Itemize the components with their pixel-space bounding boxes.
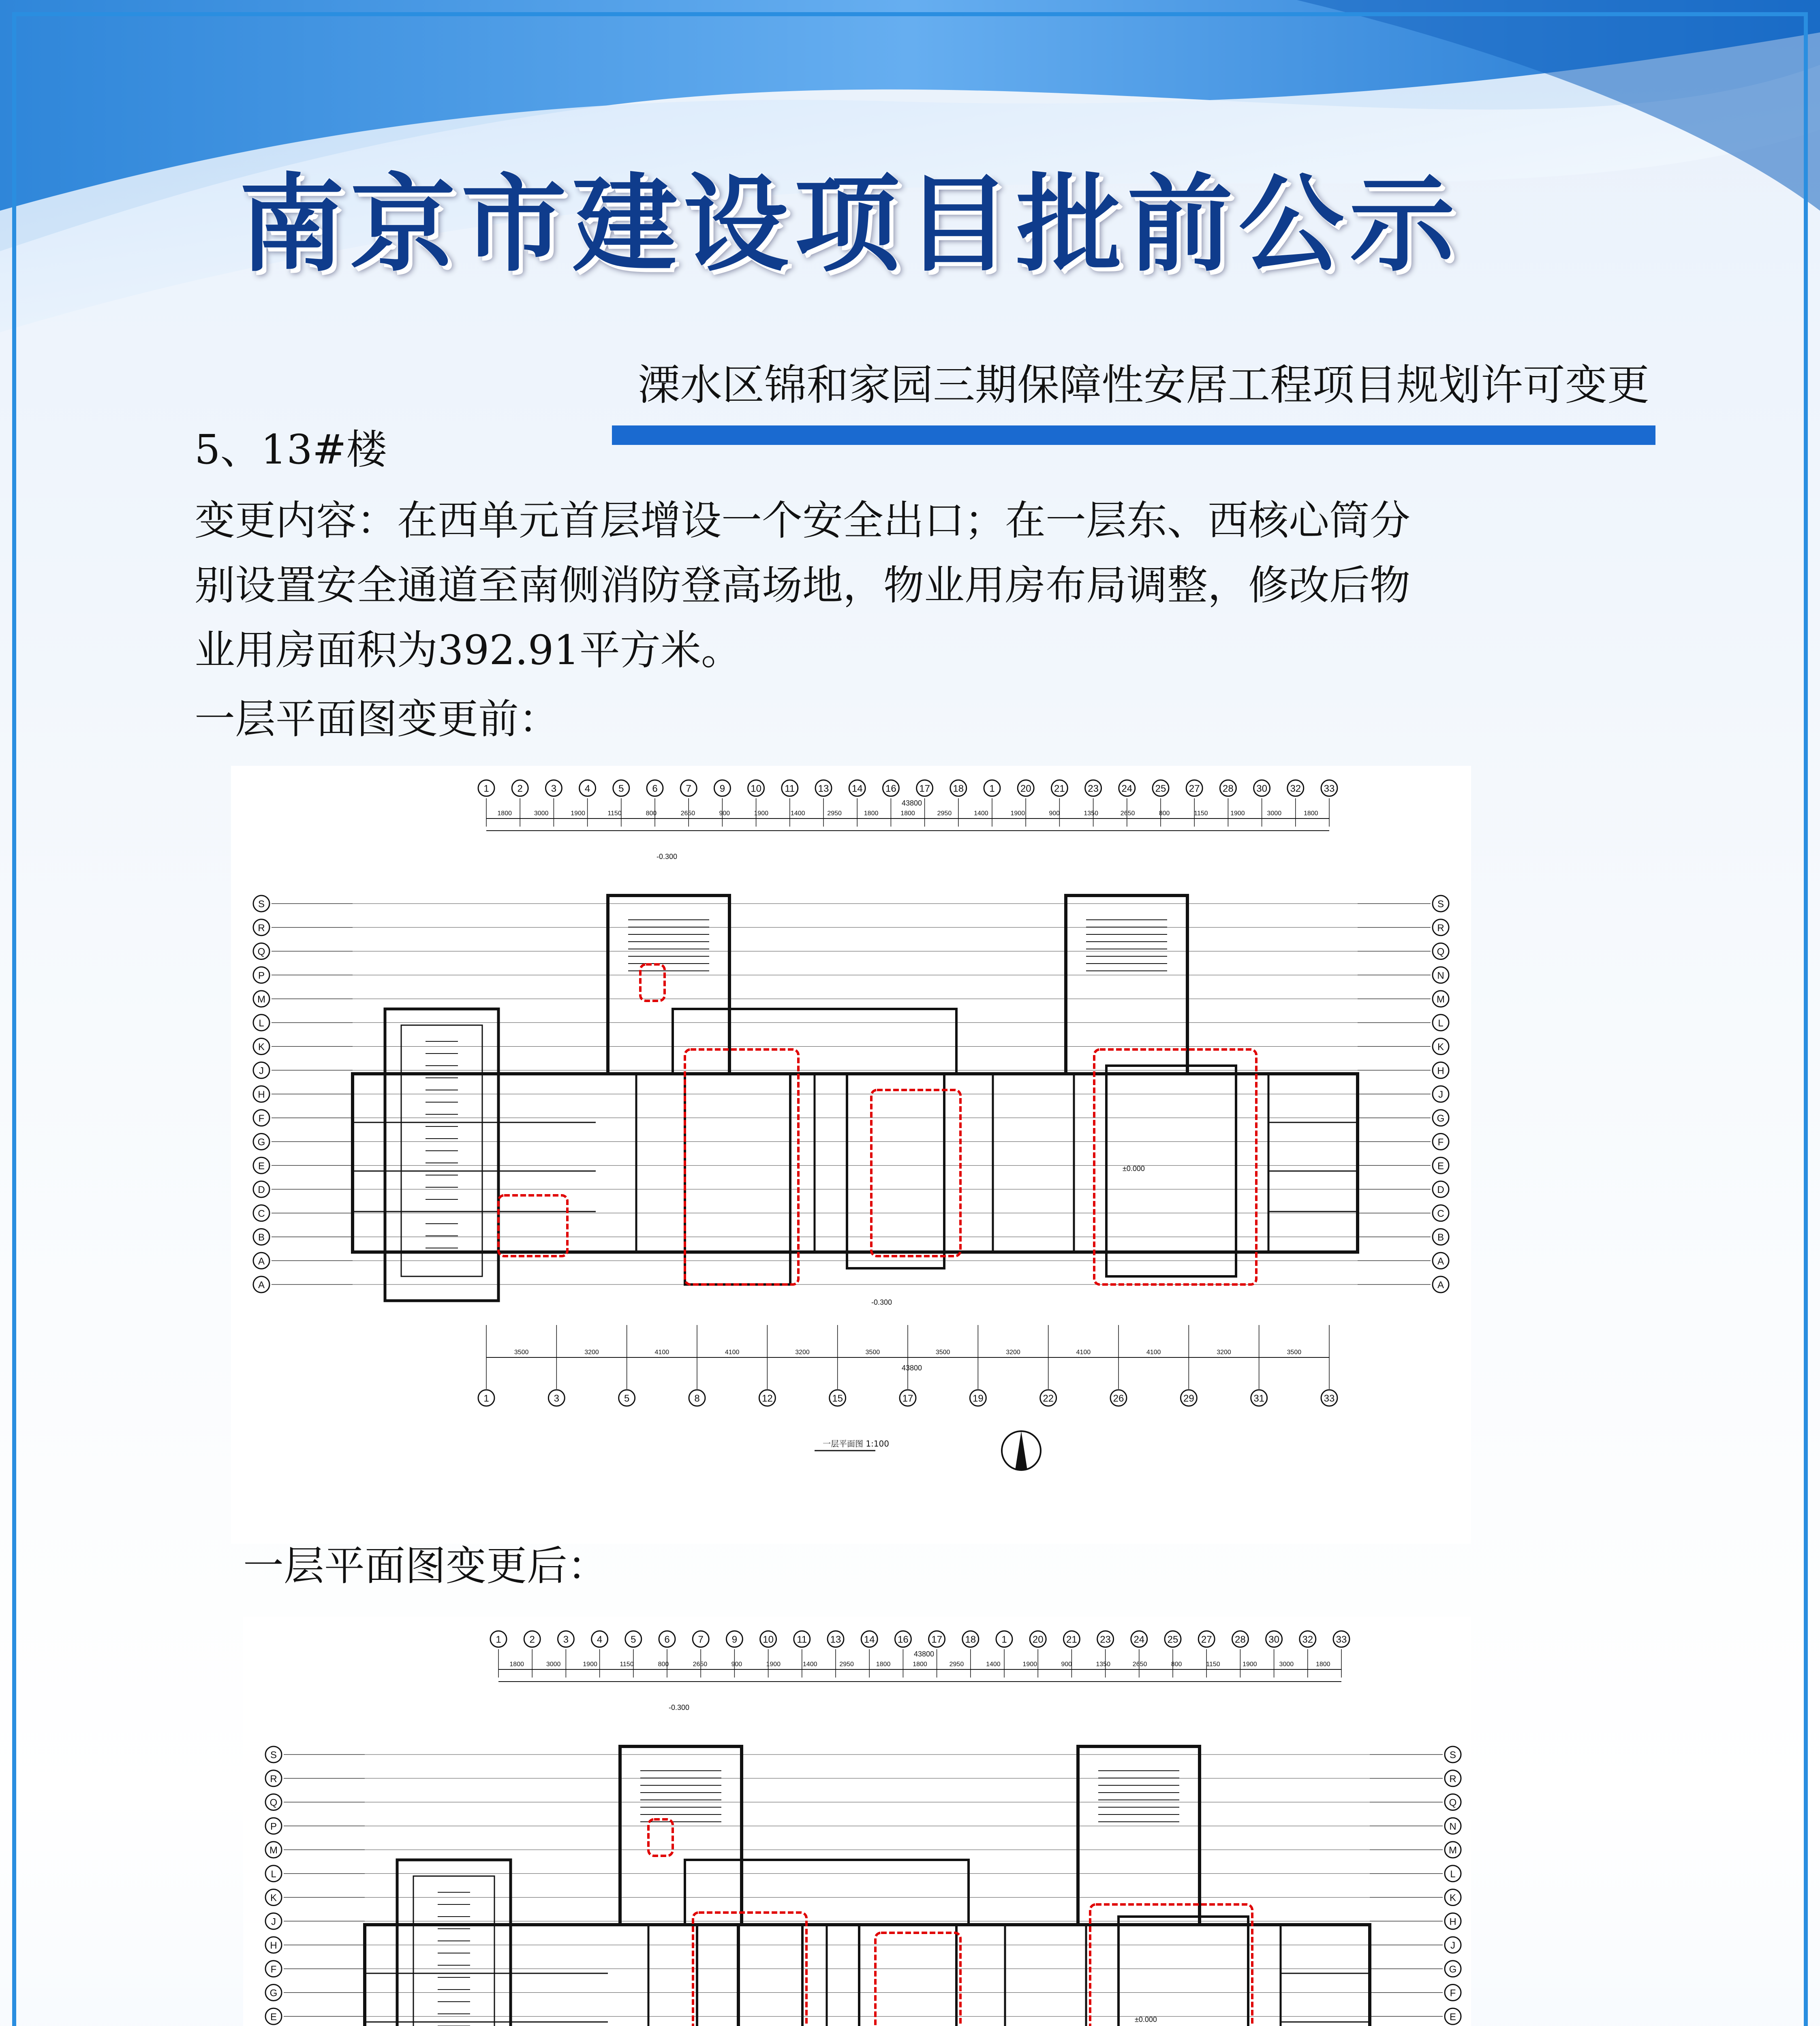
axis-bottom-2-label: 5 bbox=[624, 1393, 630, 1404]
axis-top-19-label: 24 bbox=[1121, 783, 1133, 794]
after-plan-label: 一层平面图变更后： bbox=[243, 1542, 608, 1590]
dim-top-4: 800 bbox=[646, 810, 657, 817]
dim-top-18: 800 bbox=[1159, 810, 1170, 817]
axis-top-13-label: 17 bbox=[931, 1634, 942, 1645]
axis-right-8-label: J bbox=[1450, 1940, 1455, 1951]
dim-bottom-9: 4100 bbox=[1146, 1349, 1161, 1356]
axis-top-25-label: 33 bbox=[1324, 783, 1335, 794]
axis-top-17-label: 21 bbox=[1066, 1634, 1077, 1645]
axis-left-1-label: R bbox=[270, 1773, 277, 1785]
axis-top-8-label: 10 bbox=[751, 783, 761, 794]
dim-bottom-11: 3500 bbox=[1287, 1349, 1302, 1356]
dim-top-1: 3000 bbox=[546, 1661, 561, 1668]
dim-top-15: 900 bbox=[1049, 810, 1060, 817]
red-highlight-exit bbox=[498, 1195, 567, 1256]
axis-top-17-label: 21 bbox=[1054, 783, 1065, 794]
page-title: 南京市建设项目批前公示 bbox=[239, 164, 1461, 286]
axis-top-2-label: 3 bbox=[551, 783, 557, 794]
dim-top-6: 900 bbox=[731, 1661, 742, 1668]
axis-top-0-label: 1 bbox=[483, 783, 489, 794]
axis-top-24-label: 32 bbox=[1290, 783, 1301, 794]
dim-bottom-4: 3200 bbox=[795, 1349, 810, 1356]
axis-left-8-label: H bbox=[270, 1940, 277, 1951]
dim-top-1: 3000 bbox=[534, 810, 549, 817]
axis-top-23-label: 30 bbox=[1256, 783, 1267, 794]
red-highlight-west-passage bbox=[693, 1913, 806, 2026]
axis-bottom-6-label: 17 bbox=[902, 1393, 913, 1404]
red-highlight-central bbox=[875, 1933, 960, 2026]
axis-right-1-label: R bbox=[1449, 1773, 1456, 1785]
axis-top-5-label: 6 bbox=[652, 783, 658, 794]
axis-top-22-label: 28 bbox=[1223, 783, 1234, 794]
dim-top-9: 2950 bbox=[827, 810, 842, 817]
axis-left-16-label: A bbox=[258, 1280, 265, 1291]
axis-right-7-label: H bbox=[1449, 1916, 1456, 1928]
north-arrow-needle bbox=[1015, 1431, 1027, 1470]
axis-left-4-label: M bbox=[269, 1845, 278, 1856]
dim-top-0: 1800 bbox=[509, 1661, 524, 1668]
red-highlight-core bbox=[640, 964, 665, 1001]
dim-top-19: 1150 bbox=[1206, 1661, 1220, 1668]
axis-right-1-label: R bbox=[1437, 922, 1444, 934]
building-outline bbox=[353, 1074, 1358, 1252]
total-dim-bottom: 43800 bbox=[901, 1364, 922, 1372]
axis-top-11-label: 14 bbox=[851, 783, 863, 794]
axis-top-16-label: 20 bbox=[1020, 783, 1031, 794]
axis-right-6-label: K bbox=[1449, 1892, 1456, 1904]
axis-top-13-label: 17 bbox=[919, 783, 930, 794]
dim-top-7: 1900 bbox=[754, 810, 769, 817]
dim-top-0: 1800 bbox=[497, 810, 512, 817]
axis-left-10-label: G bbox=[257, 1137, 265, 1148]
total-dim-top: 43800 bbox=[901, 799, 922, 807]
west-core bbox=[608, 895, 729, 1074]
before-plan-label: 一层平面图变更前： bbox=[195, 695, 559, 743]
axis-bottom-1-label: 3 bbox=[554, 1393, 560, 1404]
dim-bottom-6: 3500 bbox=[935, 1349, 950, 1356]
axis-top-4-label: 5 bbox=[618, 783, 624, 794]
axis-top-1-label: 2 bbox=[529, 1634, 535, 1645]
axis-right-3-label: N bbox=[1437, 970, 1444, 981]
dim-top-17: 2650 bbox=[1120, 810, 1135, 817]
axis-right-13-label: C bbox=[1437, 1208, 1444, 1219]
axis-top-6-label: 7 bbox=[686, 783, 691, 794]
axis-left-1-label: R bbox=[258, 922, 265, 934]
axis-left-8-label: H bbox=[258, 1089, 265, 1100]
dim-bottom-10: 3200 bbox=[1217, 1349, 1231, 1356]
dim-top-3: 1150 bbox=[607, 810, 622, 817]
axis-right-10-label: F bbox=[1450, 1988, 1456, 1999]
axis-right-11-label: E bbox=[1449, 2011, 1456, 2023]
axis-top-10-label: 13 bbox=[830, 1634, 841, 1645]
axis-left-14-label: B bbox=[258, 1232, 265, 1243]
axis-right-4-label: M bbox=[1437, 994, 1445, 1005]
central-passage bbox=[847, 1074, 944, 1268]
axis-right-11-label: E bbox=[1437, 1160, 1444, 1172]
axis-top-23-label: 30 bbox=[1268, 1634, 1279, 1645]
axis-right-5-label: L bbox=[1450, 1868, 1456, 1880]
dim-bottom-2: 4100 bbox=[654, 1349, 669, 1356]
axis-top-24-label: 32 bbox=[1302, 1634, 1313, 1645]
axis-left-5-label: L bbox=[271, 1868, 276, 1880]
axis-right-0-label: S bbox=[1449, 1750, 1456, 1761]
axis-left-2-label: Q bbox=[257, 946, 265, 957]
dim-top-12: 2950 bbox=[949, 1661, 964, 1668]
dim-top-2: 1900 bbox=[571, 810, 585, 817]
central-passage bbox=[859, 1925, 956, 2026]
dim-top-4: 800 bbox=[658, 1661, 669, 1668]
axis-right-7-label: H bbox=[1437, 1065, 1444, 1077]
dim-top-16: 1350 bbox=[1096, 1661, 1110, 1668]
dim-top-11: 1800 bbox=[913, 1661, 927, 1668]
axis-right-2-label: Q bbox=[1437, 946, 1445, 957]
total-dim-top: 43800 bbox=[913, 1650, 935, 1658]
axis-top-22-label: 28 bbox=[1235, 1634, 1246, 1645]
dim-top-11: 1800 bbox=[900, 810, 915, 817]
axis-left-3-label: P bbox=[258, 970, 265, 981]
axis-top-4-label: 5 bbox=[631, 1634, 636, 1645]
dim-top-19: 1150 bbox=[1194, 810, 1208, 817]
exterior-stair-inner bbox=[413, 1876, 494, 2026]
axis-bottom-11-label: 31 bbox=[1253, 1393, 1265, 1404]
axis-right-6-label: K bbox=[1437, 1041, 1444, 1053]
dim-bottom-3: 4100 bbox=[725, 1349, 740, 1356]
axis-left-0-label: S bbox=[258, 899, 265, 910]
level-label-top: -0.300 bbox=[669, 1703, 690, 1712]
change-description-line-1: 变更内容：在西单元首层增设一个安全出口；在一层东、西核心筒分 bbox=[195, 497, 1410, 544]
axis-top-16-label: 20 bbox=[1032, 1634, 1044, 1645]
dim-top-5: 2650 bbox=[693, 1661, 708, 1668]
east-room bbox=[1119, 1917, 1248, 2026]
change-description-line-3: 业用房面积为392.91平方米。 bbox=[195, 626, 742, 674]
dim-top-14: 1900 bbox=[1022, 1661, 1037, 1668]
axis-top-20-label: 25 bbox=[1155, 783, 1166, 794]
axis-right-3-label: N bbox=[1449, 1821, 1456, 1832]
dim-bottom-7: 3200 bbox=[1006, 1349, 1020, 1356]
axis-top-15-label: 1 bbox=[1001, 1634, 1007, 1645]
exterior-stair bbox=[385, 1009, 498, 1301]
axis-top-21-label: 27 bbox=[1189, 783, 1200, 794]
dim-top-16: 1350 bbox=[1084, 810, 1098, 817]
axis-right-9-label: G bbox=[1437, 1113, 1445, 1124]
level-label-floor: ±0.000 bbox=[1135, 2015, 1157, 2024]
east-core bbox=[1066, 895, 1187, 1074]
axis-top-2-label: 3 bbox=[563, 1634, 569, 1645]
dim-top-17: 2650 bbox=[1132, 1661, 1147, 1668]
axis-top-19-label: 24 bbox=[1133, 1634, 1145, 1645]
axis-top-6-label: 7 bbox=[698, 1634, 704, 1645]
dim-top-13: 1400 bbox=[974, 810, 988, 817]
dim-top-8: 1400 bbox=[802, 1661, 817, 1668]
dim-top-9: 2950 bbox=[839, 1661, 854, 1668]
axis-right-8-label: J bbox=[1438, 1089, 1443, 1100]
dim-top-10: 1800 bbox=[864, 810, 879, 817]
dim-top-22: 1800 bbox=[1315, 1661, 1330, 1668]
dim-top-3: 1150 bbox=[620, 1661, 634, 1668]
dim-top-15: 900 bbox=[1061, 1661, 1072, 1668]
red-highlight-core bbox=[648, 1819, 673, 1856]
axis-top-9-label: 11 bbox=[797, 1634, 807, 1645]
item-heading: 5、13#楼 bbox=[195, 426, 387, 473]
axis-bottom-9-label: 26 bbox=[1113, 1393, 1124, 1404]
level-label-floor: ±0.000 bbox=[1123, 1165, 1145, 1173]
axis-right-4-label: M bbox=[1449, 1845, 1457, 1856]
dim-top-20: 1900 bbox=[1230, 810, 1245, 817]
axis-left-13-label: C bbox=[258, 1208, 265, 1219]
axis-top-7-label: 9 bbox=[731, 1634, 738, 1645]
axis-left-9-label: F bbox=[270, 1964, 277, 1975]
axis-top-18-label: 23 bbox=[1100, 1634, 1111, 1645]
dim-top-20: 1900 bbox=[1243, 1661, 1257, 1668]
west-passage bbox=[697, 1925, 802, 2026]
central-corridor bbox=[685, 1860, 969, 1925]
axis-top-10-label: 13 bbox=[818, 783, 829, 794]
dim-top-5: 2650 bbox=[680, 810, 695, 817]
axis-top-9-label: 11 bbox=[785, 783, 795, 794]
axis-top-14-label: 18 bbox=[965, 1634, 976, 1645]
axis-top-12-label: 16 bbox=[885, 783, 896, 794]
axis-right-16-label: A bbox=[1437, 1280, 1444, 1291]
axis-left-2-label: Q bbox=[269, 1797, 278, 1808]
dim-top-10: 1800 bbox=[876, 1661, 891, 1668]
axis-top-1-label: 2 bbox=[517, 783, 523, 794]
axis-top-8-label: 10 bbox=[763, 1634, 774, 1645]
dim-top-14: 1900 bbox=[1010, 810, 1025, 817]
axis-left-7-label: J bbox=[259, 1065, 264, 1077]
exterior-stair bbox=[397, 1860, 511, 2026]
dim-top-21: 3000 bbox=[1279, 1661, 1294, 1668]
axis-right-15-label: A bbox=[1437, 1256, 1444, 1267]
central-corridor bbox=[673, 1009, 956, 1074]
dim-bottom-1: 3200 bbox=[584, 1349, 599, 1356]
red-highlight-west-passage bbox=[685, 1049, 798, 1284]
axis-bottom-0-label: 1 bbox=[483, 1393, 489, 1404]
dim-top-7: 1900 bbox=[766, 1661, 781, 1668]
dim-bottom-8: 4100 bbox=[1076, 1349, 1091, 1356]
axis-left-6-label: K bbox=[270, 1892, 277, 1904]
axis-bottom-8-label: 22 bbox=[1043, 1393, 1054, 1404]
axis-bottom-3-label: 8 bbox=[694, 1393, 700, 1404]
axis-top-15-label: 1 bbox=[989, 783, 995, 794]
axis-right-12-label: D bbox=[1437, 1184, 1444, 1195]
east-core bbox=[1078, 1746, 1200, 1925]
axis-left-10-label: G bbox=[269, 1988, 278, 1999]
axis-left-12-label: D bbox=[258, 1184, 265, 1195]
axis-bottom-7-label: 19 bbox=[972, 1393, 984, 1404]
dim-top-6: 900 bbox=[719, 810, 730, 817]
axis-left-0-label: S bbox=[270, 1750, 277, 1761]
axis-top-5-label: 6 bbox=[664, 1634, 670, 1645]
axis-top-0-label: 1 bbox=[496, 1634, 501, 1645]
added-corridor-wall bbox=[738, 1925, 739, 2026]
axis-right-0-label: S bbox=[1437, 899, 1444, 910]
axis-left-3-label: P bbox=[270, 1821, 277, 1832]
axis-right-14-label: B bbox=[1437, 1232, 1444, 1243]
floor-plan-before bbox=[231, 766, 1471, 1544]
level-label-top: -0.300 bbox=[657, 853, 678, 861]
axis-top-18-label: 23 bbox=[1088, 783, 1099, 794]
dim-top-13: 1400 bbox=[986, 1661, 1001, 1668]
axis-right-5-label: L bbox=[1438, 1017, 1444, 1029]
subtitle-underline bbox=[612, 425, 1655, 445]
axis-right-2-label: Q bbox=[1449, 1797, 1457, 1808]
dim-bottom-0: 3500 bbox=[514, 1349, 529, 1356]
axis-top-3-label: 4 bbox=[597, 1634, 603, 1645]
project-subtitle: 溧水区锦和家园三期保障性安居工程项目规划许可变更 bbox=[637, 360, 1649, 410]
red-highlight-east-room bbox=[1094, 1049, 1256, 1284]
dim-top-12: 2950 bbox=[937, 810, 952, 817]
level-label-bottom: -0.300 bbox=[871, 1298, 892, 1306]
dim-top-22: 1800 bbox=[1303, 810, 1318, 817]
plan-caption: 一层平面图 1:100 bbox=[823, 1439, 889, 1449]
axis-left-6-label: K bbox=[258, 1041, 265, 1053]
axis-left-7-label: J bbox=[271, 1916, 276, 1928]
axis-top-3-label: 4 bbox=[584, 783, 590, 794]
axis-left-4-label: M bbox=[257, 994, 265, 1005]
change-description-line-2: 别设置安全通道至南侧消防登高场地，物业用房布局调整，修改后物 bbox=[195, 562, 1410, 609]
axis-left-11-label: E bbox=[258, 1160, 265, 1172]
dim-top-2: 1900 bbox=[583, 1661, 597, 1668]
axis-top-21-label: 27 bbox=[1201, 1634, 1212, 1645]
dim-top-8: 1400 bbox=[790, 810, 805, 817]
axis-bottom-5-label: 15 bbox=[832, 1393, 843, 1404]
axis-top-11-label: 14 bbox=[864, 1634, 875, 1645]
axis-top-14-label: 18 bbox=[953, 783, 964, 794]
dim-bottom-5: 3500 bbox=[865, 1349, 880, 1356]
axis-left-11-label: E bbox=[270, 2011, 277, 2023]
building-outline bbox=[365, 1925, 1370, 2026]
floor-plan-after-drawing bbox=[243, 1617, 1471, 2026]
axis-left-9-label: F bbox=[258, 1113, 265, 1124]
axis-left-5-label: L bbox=[259, 1017, 264, 1029]
axis-bottom-12-label: 33 bbox=[1324, 1393, 1335, 1404]
axis-bottom-4-label: 12 bbox=[761, 1393, 773, 1404]
plan-group bbox=[265, 1631, 1461, 2026]
red-highlight-central bbox=[871, 1090, 960, 1256]
floor-plan-before-drawing bbox=[231, 766, 1471, 1544]
axis-right-10-label: F bbox=[1437, 1137, 1444, 1148]
plan-group bbox=[253, 780, 1449, 1470]
dim-top-18: 800 bbox=[1171, 1661, 1182, 1668]
axis-top-7-label: 9 bbox=[719, 783, 725, 794]
west-core bbox=[620, 1746, 742, 1925]
axis-top-20-label: 25 bbox=[1167, 1634, 1178, 1645]
axis-bottom-10-label: 29 bbox=[1183, 1393, 1194, 1404]
axis-left-15-label: A bbox=[258, 1256, 265, 1267]
axis-right-9-label: G bbox=[1449, 1964, 1457, 1975]
axis-top-12-label: 16 bbox=[898, 1634, 909, 1645]
red-highlight-east-room bbox=[1090, 1904, 1252, 2026]
floor-plan-after bbox=[243, 1617, 1471, 2026]
dim-top-21: 3000 bbox=[1267, 810, 1282, 817]
axis-top-25-label: 33 bbox=[1336, 1634, 1347, 1645]
